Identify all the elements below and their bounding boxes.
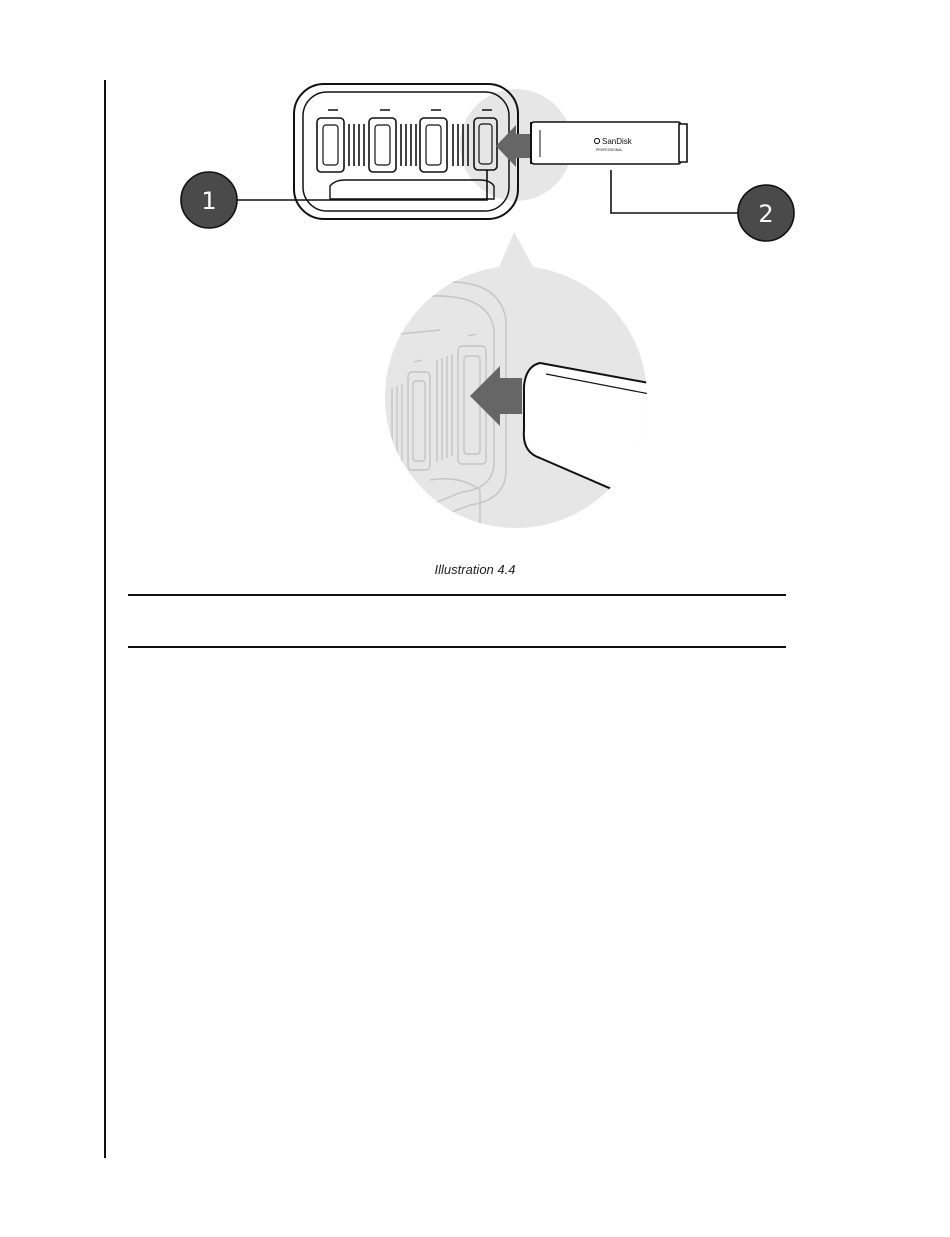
callout-2 <box>738 185 794 241</box>
dock-device <box>294 84 518 219</box>
brand-text: SanDisk <box>602 137 632 146</box>
horizontal-rule <box>128 646 786 648</box>
dock-insertion-illustration <box>0 0 950 560</box>
callout-1 <box>181 172 237 228</box>
brand-subtext: PROFESSIONAL <box>596 148 623 152</box>
callout-2-label: 2 <box>758 200 774 228</box>
callout-1-label: 1 <box>201 187 217 215</box>
horizontal-rule <box>128 594 786 596</box>
figure-caption: Illustration 4.4 <box>434 562 516 577</box>
